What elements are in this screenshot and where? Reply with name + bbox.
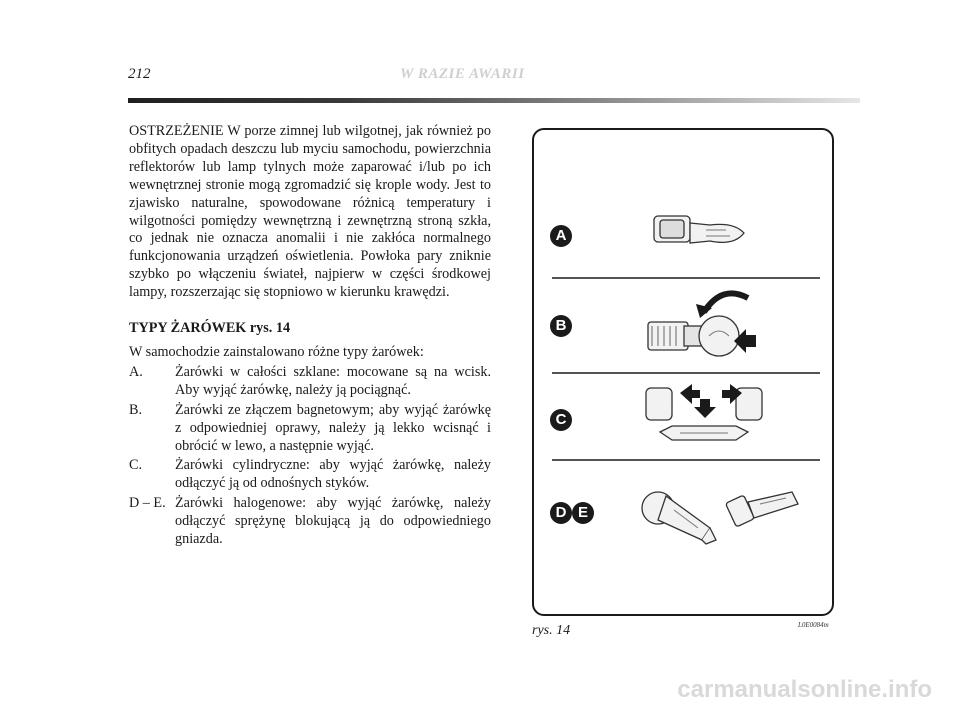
- figure-code: L0E0084m: [798, 621, 829, 629]
- list-text: Żarówki cylindryczne: aby wyjąć żarówkę, należy odłączyć ją od odnośnych styków.: [175, 457, 491, 492]
- bulb-d-illustration: [642, 492, 716, 544]
- list-text: Żarówki ze złączem bagnetowym; aby wyjąć żarówkę z odpowiedniej oprawy, należy ją lekko wcisnąć i obrócić w lewo, a następnie wyjąć.: [175, 401, 491, 454]
- list-marker: A.: [129, 363, 143, 380]
- label-d-badge: D: [550, 502, 572, 524]
- list-marker: B.: [129, 401, 143, 418]
- bulb-b-illustration: [648, 316, 739, 356]
- list-text: Żarówki halogenowe: aby wyjąć żarówkę, należy odłączyć sprężynę blokującą ją do odpowiedniego gniazda.: [175, 495, 491, 548]
- bulb-types-figure: [532, 128, 834, 616]
- list-item: [129, 457, 491, 493]
- list-marker: C.: [129, 457, 143, 474]
- bulb-types-heading: TYPY ŻARÓWEK rys. 14: [129, 320, 291, 337]
- left-arrow: [680, 384, 700, 404]
- site-watermark: carmanualsonline.info: [677, 676, 932, 703]
- text-column: [129, 123, 491, 549]
- header-rule: [128, 98, 860, 103]
- page-number: 212: [128, 66, 151, 82]
- figure-illustration: [534, 130, 836, 618]
- list-marker: D – E.: [129, 495, 166, 512]
- label-a-badge: A: [550, 225, 572, 247]
- section-title: W RAZIE AWARII: [400, 66, 525, 82]
- bulb-a-illustration: [654, 216, 744, 243]
- label-b-badge: B: [550, 315, 572, 337]
- list-item: [129, 364, 491, 400]
- bulb-types-intro: W samochodzie zainstalowano różne typy żarówek:: [129, 343, 424, 360]
- bulb-e-illustration: [725, 492, 798, 527]
- down-arrow: [694, 399, 716, 418]
- list-item: [129, 402, 491, 456]
- warning-paragraph: OSTRZEŻENIE W porze zimnej lub wilgotnej, jak również po obfitych opadach deszczu lub myciu samochodu, powierzchnia reflektorów lub lamp tylnych może zaparować i/lub po ich wewnętrznej stronie mogą zgromadzić się krople wody. Jest to zjawisko naturalne, spowodowane różnicą temperatury i wilgotności pomiędzy wewnętrzną i zewnętrzną stroną szkła, co jednak nie oznacza anomalii i nie zakłóca normalnego funkcjonowania urządzeń oświetlenia. Powłoka pary zniknie szybko po włączeniu świateł, najpierw w części środkowej lampy, rozszerzając się stopniowo w kierunku krawędzi.: [129, 123, 491, 301]
- rotate-arrow: [704, 293, 748, 312]
- list-item: [129, 495, 491, 549]
- label-c-badge: C: [550, 409, 572, 431]
- list-text: Żarówki w całości szklane: mocowane są na wcisk. Aby wyjąć żarówkę, należy ją pociągnąć.: [175, 363, 491, 398]
- figure-caption: rys. 14: [532, 623, 571, 638]
- label-e-badge: E: [572, 502, 594, 524]
